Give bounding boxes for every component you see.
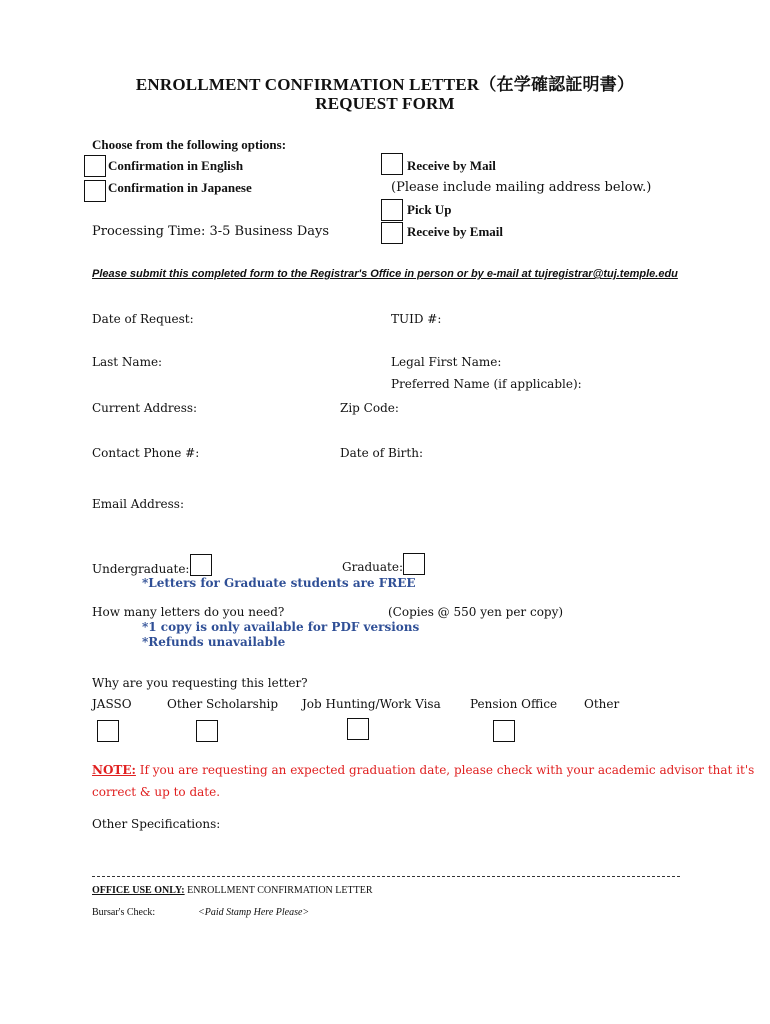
- reason-question: Why are you requesting this letter?: [92, 676, 308, 690]
- preferred-name-label: Preferred Name (if applicable):: [391, 377, 582, 391]
- confirmation-english-label: Confirmation in English: [108, 158, 244, 173]
- date-of-birth-label: Date of Birth:: [340, 446, 423, 460]
- paid-stamp-placeholder: <Paid Stamp Here Please>: [198, 907, 310, 918]
- contact-phone-label: Contact Phone #:: [92, 446, 200, 460]
- reason-jasso-label: JASSO: [92, 697, 132, 711]
- other-scholarship-checkbox[interactable]: [196, 720, 218, 742]
- processing-time: Processing Time: 3-5 Business Days: [92, 224, 330, 239]
- jasso-checkbox[interactable]: [97, 720, 119, 742]
- confirmation-english-checkbox[interactable]: [84, 155, 106, 177]
- graduate-label: Graduate:: [342, 560, 404, 574]
- confirmation-japanese-label: Confirmation in Japanese: [108, 180, 252, 195]
- pdf-copy-note: *1 copy is only available for PDF versions: [142, 620, 420, 634]
- graduate-free-note: *Letters for Graduate students are FREE: [142, 576, 416, 590]
- options-heading: Choose from the following options:: [92, 137, 287, 152]
- undergraduate-label: Undergraduate:: [92, 562, 190, 576]
- note-label: NOTE:: [92, 763, 136, 777]
- office-use-label: OFFICE USE ONLY:: [92, 885, 185, 896]
- letters-question: How many letters do you need?: [92, 605, 285, 619]
- last-name-label: Last Name:: [92, 355, 163, 369]
- graduation-date-note: [92, 763, 754, 777]
- receive-by-mail-label: Receive by Mail: [407, 158, 496, 173]
- office-use-heading: [92, 885, 373, 896]
- graduate-checkbox[interactable]: [403, 553, 425, 575]
- receive-by-email-checkbox[interactable]: [381, 222, 403, 244]
- reason-other-label: Other: [584, 697, 620, 711]
- page-title: ENROLLMENT CONFIRMATION LETTER（在学確認証明書）: [135, 75, 635, 94]
- legal-first-name-label: Legal First Name:: [391, 355, 502, 369]
- mail-note: (Please include mailing address below.): [391, 180, 652, 195]
- note-text-line2: correct & up to date.: [92, 785, 221, 799]
- job-hunting-checkbox[interactable]: [347, 718, 369, 740]
- confirmation-japanese-checkbox[interactable]: [84, 180, 106, 202]
- office-divider: [92, 876, 680, 877]
- submission-notice: Please submit this completed form to the Registrar's Office in person or by e-mail at tujregistrar@tuj.temple.edu: [92, 268, 678, 280]
- receive-by-mail-checkbox[interactable]: [381, 153, 403, 175]
- zip-code-label: Zip Code:: [340, 401, 399, 415]
- receive-by-email-label: Receive by Email: [407, 224, 504, 239]
- tuid-label: TUID #:: [391, 312, 442, 326]
- note-text-line1: If you are requesting an expected graduation date, please check with your academic advisor that it's: [135, 763, 755, 777]
- copy-price: (Copies @ 550 yen per copy): [388, 605, 564, 619]
- date-of-request-label: Date of Request:: [92, 312, 194, 326]
- reason-pension-office-label: Pension Office: [470, 697, 558, 711]
- pick-up-label: Pick Up: [407, 202, 452, 217]
- current-address-label: Current Address:: [92, 401, 198, 415]
- office-use-title: ENROLLMENT CONFIRMATION LETTER: [184, 885, 373, 896]
- undergraduate-checkbox[interactable]: [190, 554, 212, 576]
- other-specifications-label: Other Specifications:: [92, 817, 221, 831]
- refund-note: *Refunds unavailable: [142, 635, 286, 649]
- reason-other-scholarship-label: Other Scholarship: [167, 697, 279, 711]
- pension-office-checkbox[interactable]: [493, 720, 515, 742]
- email-address-label: Email Address:: [92, 497, 185, 511]
- bursar-check-label: Bursar's Check:: [92, 907, 156, 918]
- reason-job-hunting-label: Job Hunting/Work Visa: [302, 697, 441, 711]
- page-subtitle: REQUEST FORM: [315, 94, 455, 113]
- pick-up-checkbox[interactable]: [381, 199, 403, 221]
